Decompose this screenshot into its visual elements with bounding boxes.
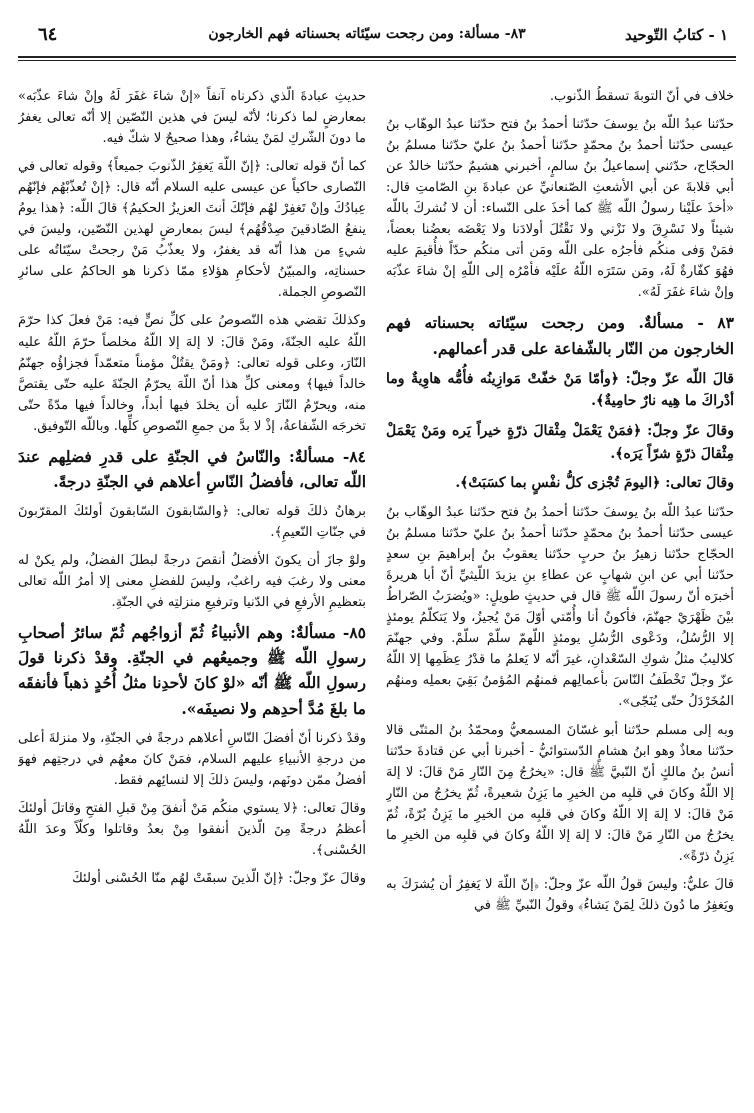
paragraph: حدّثنا عبدُ اللّه بنُ يوسفَ حدّثنا أحمدُ بنُ فتح حدّثنا عبدُ الوهّاب بنُ عيسى حدّثنا أحمدُ بنُ محمّدٍ حدّثنا أحمدُ بنُ عليّ حدّثنا مسلمُ بنُ الحجّاج حدّثنا زهيرُ بنُ حربٍ حدّثنا يعقوبُ بنُ إبراهيمَ بنِ سعدٍ حدّثنا أبي عن ابنِ شهابٍ عن عطاءِ بنِ يزيدَ اللّيثيِّ أنّ أبا هريرةَ أخبرَه أنّ رسولَ اللّه ﷺ قال في حديثٍ طويلٍ: «ويُضرَبُ الصّراطُ بيْنَ ظَهْرَيْ جهنّمَ، فأكونُ أنا وأُمّتي أوّلَ مَنْ يُجيزُ، ولا يَتكلّمُ يومئذٍ إلا الرُّسُلُ، ودَعْوى الرُّسُلِ يومئذٍ اللّهمّ سلّمْ سلّمْ. وفي جهنّمَ كلاليبُ مثلُ شوكِ السّعْدانِ، غيرَ أنّه لا يَعلمُ ما قدْرُ عِظَمِها إلا اللّهُ عزّ وجلّ تَخْطَفُ النّاسَ بأعمالِهم فمنهُم المُؤمنُ بَقِيَ بعملِه ومنهُم المُخَرْدَلُ حتّى يُنَجّى». (386, 505, 734, 710)
quran-quote: وقالَ تعالى: ﴿اليومَ تُجْزى كلُّ نفْسٍ بما كسَبَتْ﴾. (455, 475, 734, 492)
header-rule (18, 56, 736, 58)
right-column (386, 86, 734, 1096)
quran-quote: قالَ اللّه عزّ وجلّ: ﴿وأمّا مَنْ خفّتْ مَوازِينُه فأُمُّه هاوِيةٌ وما أدْراكَ ما هِيه نارٌ حامِيةٌ﴾. (386, 370, 734, 410)
paragraph: كما أنّ قوله تعالى: ﴿إنّ اللّهَ يَغفِرُ الذّنوبَ جميعاً﴾ وقوله تعالى في النّصارى حاكياً عن عيسى عليه السلام أنّه قال: ﴿إنْ تُعذّبْهُم فإنّهُم عِبادُكَ وإنْ تَغفِرْ لهُم فإنّكَ أنتَ العزيزُ الحكيمُ﴾ قالَ اللّه: ﴿هذا يومُ ينفعُ الصّادقينَ صِدْقُهُم﴾ ليسَ بمعارضٍ لهذين النّصّين، وليسَ في شيءٍ من هذا أنّه قد يغفرُ، ولا يعذّبُ مَنْ رجحتْ سيّئاتُه على حسناتِه، والمبيّنُ لأحكامِ هؤلاءِ ممّا ذكرنا هو الحاكمُ على سائرِ النّصوصِ الجملة. (18, 159, 366, 301)
left-column (18, 86, 366, 1096)
paragraph: برهانُ ذلكَ قوله تعالى: ﴿والسّابقونَ السّابقونَ أولئكَ المقرّبونَ في جنّاتِ النّعيمِ﴾. (18, 503, 366, 541)
paragraph: ولوْ جازَ أن يكونَ الأفضلُ أنقصَ درجةً لبطلَ الفضلُ، ولم يكنْ له معنى ولا رغبَ فيه راغبٌ، وليسَ للفضلِ معنى إلا أمرُ اللّه تعالى بتعظيمِ الأرفعِ في الدّنيا وترفيعِ منزلتِه في الجنّةِ. (18, 553, 366, 611)
paragraph: خلاف في أنّ التوبةَ تسقطُ الذّنوب. (549, 89, 734, 104)
paragraph: وقالَ تعالى: ﴿لا يستوي منكُم مَنْ أنفقَ مِنْ قبلِ الفتحِ وقاتلَ أولئكَ أعظمُ درجةً مِنَ الّذينَ أنفقوا مِنْ بعدُ وقاتلوا وكلّاً وعدَ اللّهُ الحُسْنى﴾. (18, 800, 366, 858)
quran-quote: وقالَ عزّ وجلّ: ﴿فمَنْ يَعْمَلْ مِثْقالَ ذرّةٍ خيراً يَره ومَنْ يَعْمَلْ مِثْقالَ ذرّةٍ شرّاً يَرَه﴾. (386, 423, 734, 462)
paragraph: وكذلكَ تقضي هذه النّصوصُ على كلِّ نصٍّ فيه: مَنْ فعلَ كذا حرّمَ اللّهُ عليه الجنّةَ، ومَنْ قالَ: لا إلهَ إلا اللّهُ مخلصاً حرّمَ اللّهُ عليه النّارَ، وعلى قوله تعالى: ﴿ومَنْ يقتُلْ مؤمناً متعمّداً فجزاؤُه جهنّمُ خالداً فيها﴾ ومعنى كلِّ هذا أنّ اللّهَ يحرّمُ الجنّةَ عليه حتّى يقتصَّ منه، ويحرّمُ النّارَ عليه أن يخلدَ فيها أبداً، وخالداً فيها مدّةً حتّى تخرجَه الشّفاعةُ، إذْ لا بدَّ من جمعِ النّصوصِ كلِّها. وباللّه التّوفيق. (18, 313, 366, 434)
running-topic: ٨٣- مسألة: ومن رجحت سيّئاته بحسناته فهم الخارجون (208, 26, 526, 42)
paragraph: وقالَ عزّ وجلّ: ﴿إنّ الّذينَ سبقَتْ لهُم منّا الحُسْنى أولئكَ (72, 870, 366, 886)
page-number: ٦٤ (38, 24, 58, 45)
paragraph: قالَ عليٌّ: وليسَ قولُ اللّه عزّ وجلّ: ﴿إنّ اللّهَ لا يَغفِرُ أن يُشرَكَ به ويَغفِرُ ما دُونَ ذلكَ لِمَنْ يَشاءُ﴾ وقولُ النّبيِّ ﷺ في (386, 876, 734, 913)
section-heading: ٨٥- مسألةٌ: وهم الأنبياءُ ثُمّ أزواجُهم ثُمّ سائرُ أصحابِ رسولِ اللّه ﷺ وجميعُهم في الجنّةِ. وقدْ ذكرنا قولَ رسولِ اللّه ﷺ أنّه «لوْ كانَ لأحدِنا مثلُ أُحُدٍ ذهباً فأنفقَه ما بلغَ مُدَّ أحدِهم ولا نصيفَه». (18, 623, 366, 718)
paragraph: حديثِ عبادةَ الّذي ذكرناه آنفاً «إنْ شاءَ غفَرَ لَهُ وإنْ شاءَ عذّبَه» بمعارضٍ لما ذكرنا؛ لأنّه ليسَ في هذين النّصّين إلا أنّه تعالى يغفرُ ما دونَ الشّركِ لمَنْ يشاءُ، وهذا صحيحٌ لا شكّ فيه. (18, 89, 366, 147)
section-heading: ٨٤- مسألةٌ: والنّاسُ في الجنّةِ على قدرِ فضلِهم عندَ اللّه تعالى، فأفضلُ النّاسِ أعلاهم في الجنّةِ درجةً. (18, 446, 366, 491)
page-header (18, 18, 736, 78)
header-rule-thin (18, 60, 736, 61)
section-heading: ٨٣ - مسألةٌ. ومن رجحت سيّئاته بحسناته فهم الخارجون من النّار بالشّفاعة على قدر أعمالهم. (386, 313, 734, 358)
paragraph: وبه إلى مسلم حدّثنا أبو غسّانَ المسمعيُّ ومحمّدُ بنُ المثنّى قالا حدّثنا معاذٌ وهو ابنُ هشامٍ الدّستوائيُّ - أخبرنا أبي عن قتادةَ حدّثنا أنسُ بنُ مالكٍ أنّ النّبيَّ ﷺ قال: «يخرُجُ مِنَ النّارِ مَنْ قالَ: لا إلهَ إلا اللّهُ وكانَ في قلبِه من الخيرِ ما يَزِنُ شعيرةً، ثُمّ يخرُجُ من النّارِ مَنْ قالَ: لا إلهَ إلا اللّهُ وكانَ في قلبِه من الخيرِ ما يَزِنُ بُرّةً، ثُمّ يخرُجُ من النّارِ مَنْ قالَ: لا إلهَ إلا اللّهُ وكانَ في قلبِه من الخيرِ ما يَزِنُ ذرّةً». (386, 722, 734, 864)
chapter-title: ١ - كتابُ التّوحيد (625, 26, 728, 44)
paragraph: وقدْ ذكرنا أنّ أفضلَ النّاسِ أعلاهم درجةً في الجنّةِ، ولا منزلةَ أعلى من درجةِ الأنبياءِ عليهم السلام، فمَنْ كانَ معهُم في درجتِهم فهوَ أفضلُ ممّن دونَهم، وليسَ ذلكَ إلا لنسائِهم فقط. (18, 730, 366, 788)
paragraph: حدّثنا عبدُ اللّه بنُ يوسفَ حدّثنا أحمدُ بنُ فتح حدّثنا عبدُ الوهّاب بنُ عيسى حدّثنا أحمدُ بنُ محمّدٍ حدّثنا أحمدُ بنُ عليّ حدّثنا مسلمُ بنُ الحجّاج، حدّثني إسماعيلُ بنُ سالمٍ، أخبرني هشيمٌ حدّثنا خالدٌ عن أبي قلابةَ عن أبي الأشعثِ الصّنعانيِّ عن عبادةَ بنِ الصّامتِ قال: «أخذَ علَيْنا رسولُ اللّه ﷺ كما أخذَ على النّساء: أن لا نُشركَ باللّه شيئاً ولا نَسْرِقَ ولا نَزْني ولا نَقْتُلَ أولادَنا ولا يَعْضَه بعضُنا بعضاً، فمَنْ وَفى منكُم فأجرُه على اللّه ومَن أتى منكُم حدّاً فأُقيمَ عليه فهُوَ كفّارةٌ لَهُ، ومَن سَتَرَه اللّهُ علَيْه فأمْرُه إلى اللّهِ إنْ شاءَ عذّبَه وإنْ شاءَ غفَرَ لَهُ». (386, 117, 734, 301)
